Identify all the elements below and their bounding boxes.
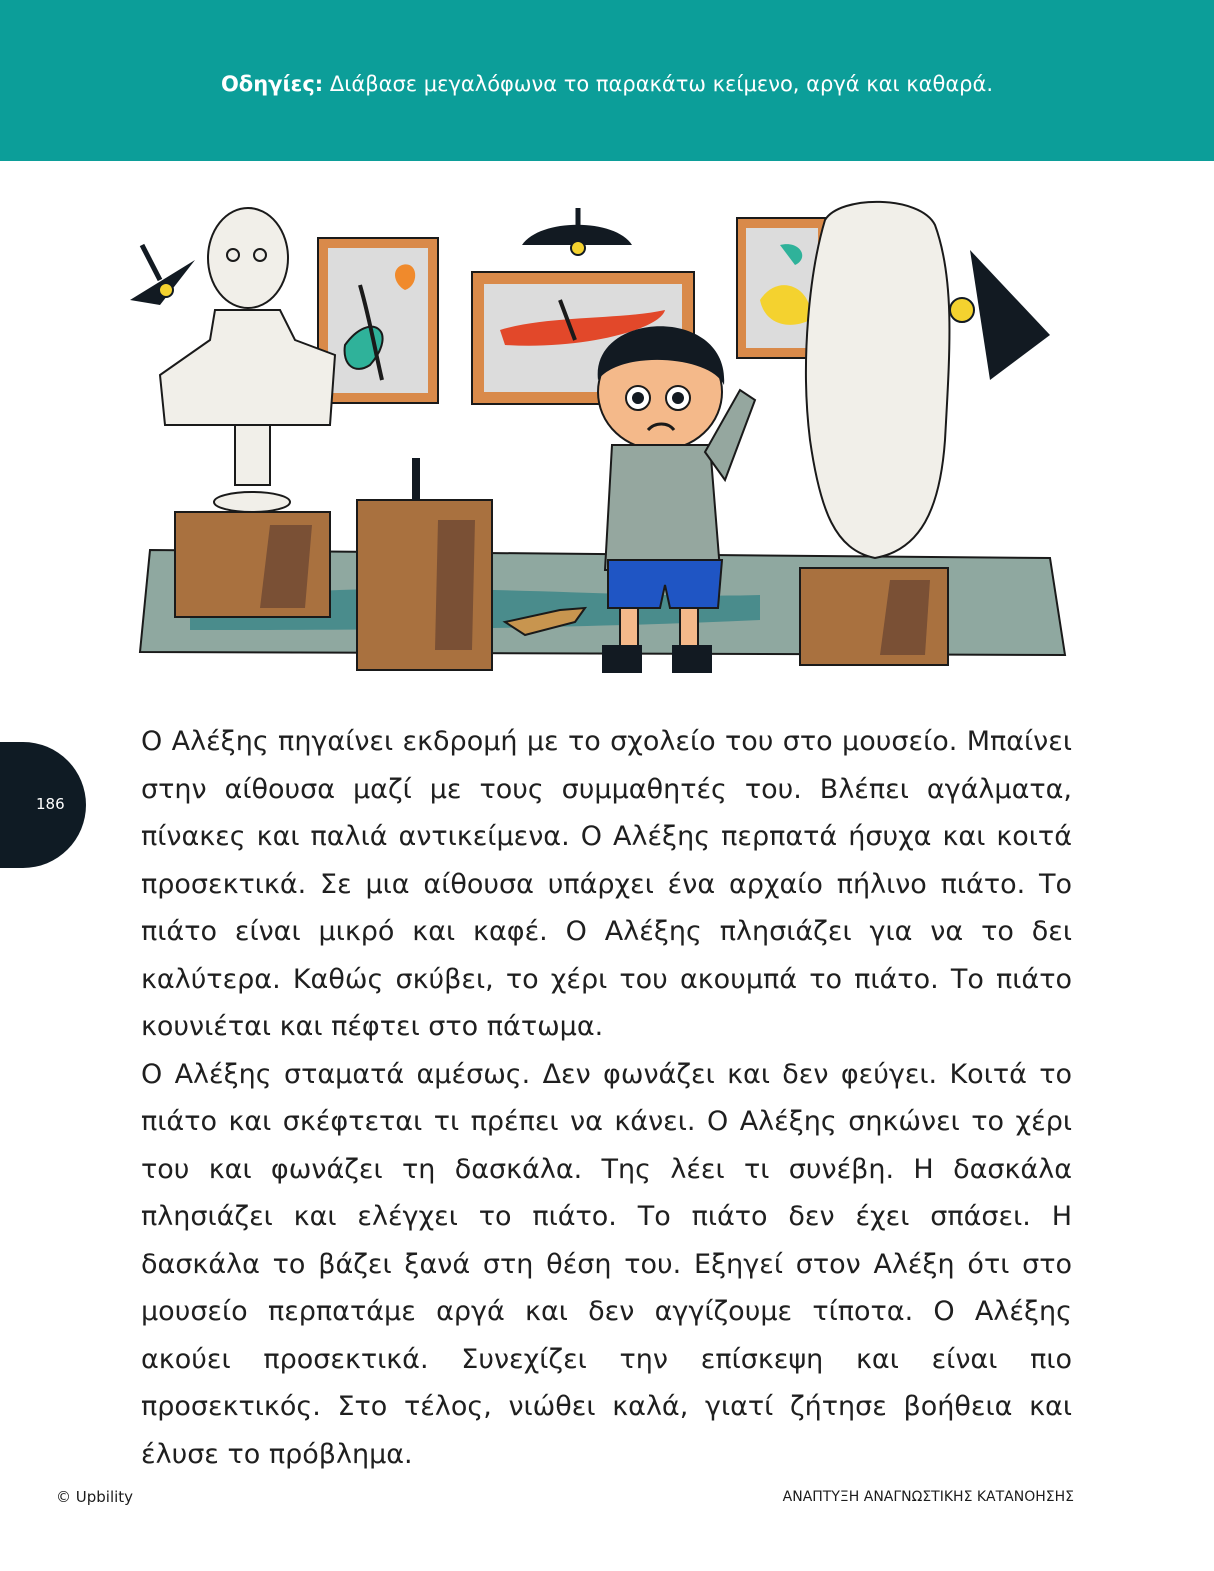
series-title: ΑΝΑΠΤΥΞΗ ΑΝΑΓΝΩΣΤΙΚΗΣ ΚΑΤΑΝΟΗΣΗΣ <box>782 1489 1074 1505</box>
bust-statue-icon <box>160 208 335 512</box>
instructions-label: Οδηγίες: <box>220 72 324 96</box>
story-paragraph: Ο Αλέξης πηγαίνει εκδρομή με το σχολείο του στο μουσείο. Μπαίνει στην αίθουσα μαζί με τους συμμαθητές του. Βλέπει αγάλματα, πίνακες και παλιά αντικείμενα. Ο Αλέξης περπατά ήσυχα και κοιτά προσεκτικά. Σε μια αίθουσα υπάρχει ένα αρχαίο πήλινο πιάτο. Το πιάτο είναι μικρό και καφέ. Ο Αλέξης πλησιάζει για να το δει καλύτερα. Καθώς σκύβει, το χέρι του ακουμπά το πιάτο. Το πιάτο κουνιέται και πέφτει στο πάτωμα. <box>141 726 1072 1042</box>
instructions-text: Διάβασε μεγαλόφωνα το παρακάτω κείμενο, αργά και καθαρά. <box>323 72 994 96</box>
pedestal <box>357 458 492 670</box>
pedestal <box>175 512 330 617</box>
museum-illustration <box>120 190 1080 690</box>
copyright: © Upbility <box>56 1488 134 1506</box>
pedestal <box>800 568 948 665</box>
painting-icon <box>318 238 438 403</box>
page-number: 186 <box>36 795 65 813</box>
story-paragraph: Ο Αλέξης σταματά αμέσως. Δεν φωνάζει και δεν φεύγει. Κοιτά το πιάτο και σκέφτεται τι πρέπει να κάνει. Ο Αλέξης σηκώνει το χέρι του και φωνάζει τη δασκάλα. Της λέει τι συνέβη. Η δασκάλα πλησιάζει και ελέγχει το πιάτο. Το πιάτο δεν έχει σπάσει. Η δασκάλα το βάζει ξανά στη θέση του. Εξηγεί στον Αλέξη ότι στο μουσείο περπατάμε αργά και δεν αγγίζουμε τίποτα. Ο Αλέξης ακούει προσεκτικά. Συνεχίζει την επίσκεψη και είναι πιο προσεκτικός. Στο τέλος, νιώθει καλά, γιατί ζήτησε βοήθεια και έλυσε το πρόβλημα. <box>141 1058 1072 1470</box>
ceiling-lamp-icon <box>522 208 632 255</box>
ceiling-lamp-icon <box>130 245 195 305</box>
instructions <box>0 72 1214 96</box>
story-text <box>141 718 1072 1478</box>
ceiling-lamp-icon <box>950 250 1050 380</box>
torso-statue-icon <box>806 202 949 558</box>
